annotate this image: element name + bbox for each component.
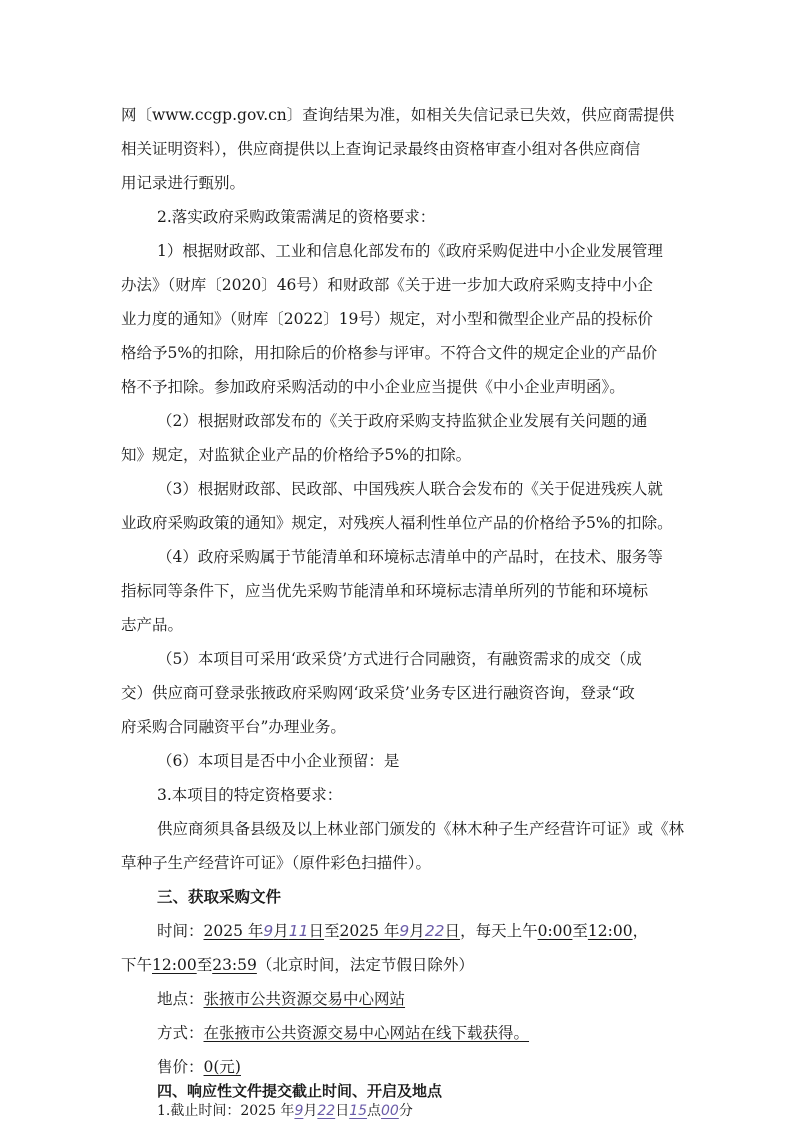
text-line: 格不予扣除。参加政府采购活动的中小企业应当提供《中小企业声明函》。	[121, 378, 625, 396]
section-heading: 四、响应性文件提交截止时间、开启及地点	[157, 1082, 443, 1100]
time-label: 时间：	[157, 922, 204, 940]
time-line-2	[121, 954, 474, 976]
location-label: 地点：	[157, 990, 204, 1008]
handwritten-start-day: 11	[288, 922, 309, 940]
pm-end: 23:59	[212, 956, 257, 974]
text-line: 业政府采购政策的通知》规定，对残疾人福利性单位产品的价格给予5%的扣除。	[121, 514, 673, 532]
text-line: 交）供应商可登录张掖政府采购网‘政采贷’业务专区进行融资咨询，登录“政	[121, 684, 635, 702]
day-unit: 日	[444, 922, 461, 940]
handwritten-end-day: 22	[424, 922, 445, 940]
day-unit: 日	[335, 1103, 350, 1119]
daily-text: ，每天上午	[460, 922, 538, 940]
text-line: 供应商须具备县级及以上林业部门颁发的《林木种子生产经营许可证》或《林	[157, 820, 685, 838]
text-line: 办法》（财库〔2020〕46号）和财政部《关于进一步加大政府采购支持中小企	[121, 276, 653, 294]
subheading: 2.落实政府采购政策需满足的资格要求：	[157, 208, 436, 226]
handwritten-end-month: 9	[399, 922, 410, 940]
deadline-line	[157, 1102, 413, 1120]
method-value: 在张掖市公共资源交易中心网站在线下载获得。	[203, 1024, 530, 1042]
text-line: 1）根据财政部、工业和信息化部发布的《政府采购促进中小企业发展管理	[157, 242, 663, 260]
month-unit: 月	[273, 922, 289, 940]
price-label: 售价：	[157, 1058, 204, 1076]
text-line: 草种子生产经营许可证》（原件彩色扫描件）。	[121, 854, 432, 872]
handwritten-deadline-minute: 00	[381, 1103, 399, 1119]
hour-unit: 点	[367, 1103, 382, 1119]
text-line: 相关证明资料），供应商提供以上查询记录最终由资格审查小组对各供应商信	[121, 140, 641, 158]
text-line: （3）根据财政部、民政部、中国残疾人联合会发布的《关于促进残疾人就	[157, 480, 663, 498]
text-line: 志产品。	[121, 616, 184, 634]
deadline-label: 1.截止时间：2025 年	[157, 1103, 295, 1119]
minute-unit: 分	[398, 1103, 413, 1119]
text-line: （5）本项目可采用‘政采贷’方式进行合同融资，有融资需求的成交（成	[157, 650, 642, 668]
day-unit: 日	[308, 922, 325, 940]
start-date	[204, 922, 325, 940]
subheading: 3.本项目的特定资格要求：	[157, 786, 343, 804]
pm-label: 下午	[121, 956, 153, 974]
price-line	[157, 1056, 241, 1078]
handwritten-start-month: 9	[263, 922, 274, 940]
location-value: 张掖市公共资源交易中心网站	[203, 990, 406, 1008]
text-line: 知》规定，对监狱企业产品的价格给予5%的扣除。	[121, 446, 472, 464]
am-start: 0:00	[537, 922, 573, 940]
handwritten-deadline-month: 9	[294, 1103, 304, 1119]
price-value: 0(元)	[203, 1058, 241, 1076]
text-line: （6）本项目是否中小企业预留：是	[157, 752, 400, 770]
to-text: 至	[324, 922, 340, 940]
section-heading: 三、获取采购文件	[157, 887, 282, 906]
method-label: 方式：	[157, 1024, 204, 1042]
pm-start: 12:00	[152, 956, 197, 974]
text-line: 格给予5%的扣除，用扣除后的价格参与评审。不符合文件的规定企业的产品价	[121, 344, 658, 362]
month-unit: 月	[409, 922, 425, 940]
month-unit: 月	[303, 1103, 318, 1119]
am-end: 12:00	[587, 922, 633, 940]
end-date	[340, 922, 461, 940]
text-line: 府采购合同融资平台”办理业务。	[121, 718, 346, 736]
handwritten-deadline-day: 22	[317, 1103, 336, 1119]
start-year: 2025 年	[203, 922, 264, 940]
to-text: 至	[572, 922, 588, 940]
comma: ，	[632, 922, 649, 940]
text-line: 网〔www.ccgp.gov.cn〕查询结果为准，如相关失信记录已失效，供应商需提供	[121, 106, 675, 124]
text-line: 用记录进行甄别。	[121, 174, 246, 192]
text-line: （2）根据财政部发布的《关于政府采购支持监狱企业发展有关问题的通	[157, 412, 648, 430]
location-line	[157, 988, 405, 1010]
text-line: （4）政府采购属于节能清单和环境标志清单中的产品时，在技术、服务等	[157, 548, 663, 566]
to-text: 至	[196, 956, 213, 974]
text-line: 指标同等条件下，应当优先采购节能清单和环境标志清单所列的节能和环境标	[121, 582, 649, 600]
method-line	[157, 1022, 529, 1044]
time-note: （北京时间，法定节假日除外）	[256, 956, 474, 974]
time-line	[157, 920, 648, 942]
end-year: 2025 年	[339, 922, 400, 940]
text-line: 业力度的通知》（财库〔2022〕19号）规定，对小型和微型企业产品的投标价	[121, 310, 653, 328]
handwritten-deadline-hour: 15	[349, 1103, 368, 1119]
